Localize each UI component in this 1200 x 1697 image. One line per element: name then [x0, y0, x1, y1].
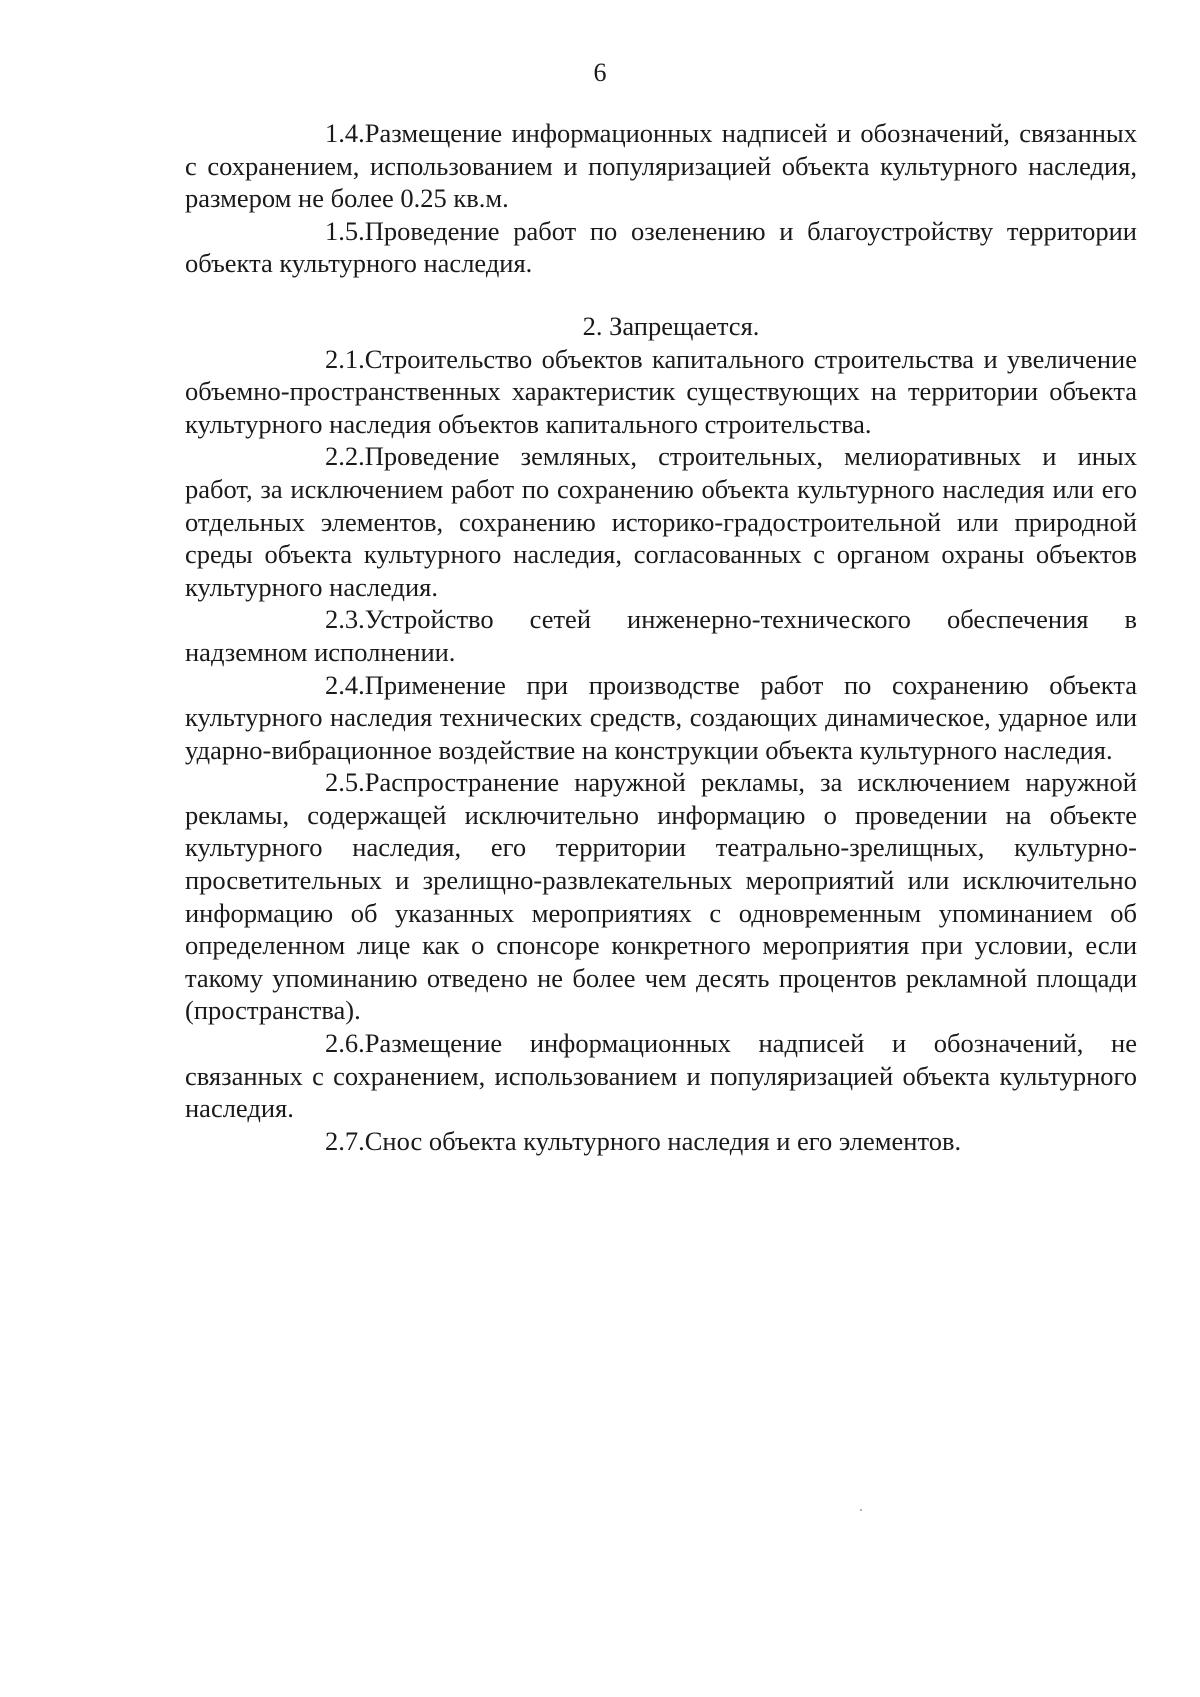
clause-2-5: [185, 766, 1137, 1027]
clause-2-4: [185, 669, 1137, 767]
clause-number: 2.1.: [325, 343, 365, 374]
clause-number: 2.2.: [325, 441, 365, 472]
clause-1-4: [185, 117, 1137, 215]
clause-text: Проведение работ по озеленению и благоустройству территории объекта культурного наследия.: [185, 215, 1137, 279]
clause-2-1: [185, 343, 1137, 441]
clause-text: Распространение наружной рекламы, за исключением наружной рекламы, содержащей исключительно информацию о проведении на объекте культурного наследия, его территории театрально-зрелищных, культурно-просветительных и зрелищно-развлекательных мероприятий или исключительно информацию об указанных мероприятиях с одновременным упоминанием об определенном лице как о спонсоре конкретного мероприятия при условии, если такому упоминанию отведено не более чем десять процентов рекламной площади (пространства).: [185, 767, 1137, 1026]
clause-number: 2.3.: [325, 604, 365, 635]
section-2-heading: 2. Запрещается.: [582, 310, 760, 341]
clause-number: 2.6.: [325, 1028, 365, 1059]
clause-number: 1.5.: [325, 215, 365, 246]
clause-number: 2.5.: [325, 767, 365, 798]
clause-2-3: [185, 603, 1137, 668]
clause-number: 1.4.: [325, 118, 365, 148]
clause-2-7: [185, 1125, 1137, 1158]
clause-number: 2.7.: [325, 1125, 365, 1156]
clause-text: Размещение информационных надписей и обозначений, связанных с сохранением, использованием и популяризацией объекта культурного наследия, размером не более 0.25 кв.м.: [185, 118, 1137, 214]
clause-text: Устройство сетей инженерно-технического обеспечения в надземном исполнении.: [185, 604, 1137, 667]
clause-2-2: [185, 440, 1137, 603]
clause-text: Строительство объектов капитального строительства и увеличение объемно-пространственных характеристик существующих на территории объекта культурного наследия объектов капитального строительства.: [185, 343, 1137, 439]
clause-1-5: [185, 215, 1137, 280]
clause-text: Снос объекта культурного наследия и его элементов.: [364, 1125, 962, 1156]
clause-text: Проведение земляных, строительных, мелиоративных и иных работ, за исключением работ по сохранению объекта культурного наследия или его отдельных элементов, сохранению историко-градостроительной или природной среды объекта культурного наследия, согласованных с органом охраны объектов культурного наследия.: [185, 441, 1137, 602]
document-body: [185, 117, 1137, 1157]
clause-text: Размещение информационных надписей и обозначений, не связанных с сохранением, использованием и популяризацией объекта культурного наследия.: [185, 1028, 1137, 1124]
clause-text: Применение при производстве работ по сохранению объекта культурного наследия технических средств, создающих динамическое, ударное или ударно-вибрационное воздействие на конструкции объекта культурного наследия.: [185, 669, 1137, 765]
clause-number: 2.4.: [325, 669, 365, 700]
scan-speck: [860, 1509, 862, 1511]
clause-2-6: [185, 1027, 1137, 1125]
page-number: 6: [593, 58, 607, 87]
